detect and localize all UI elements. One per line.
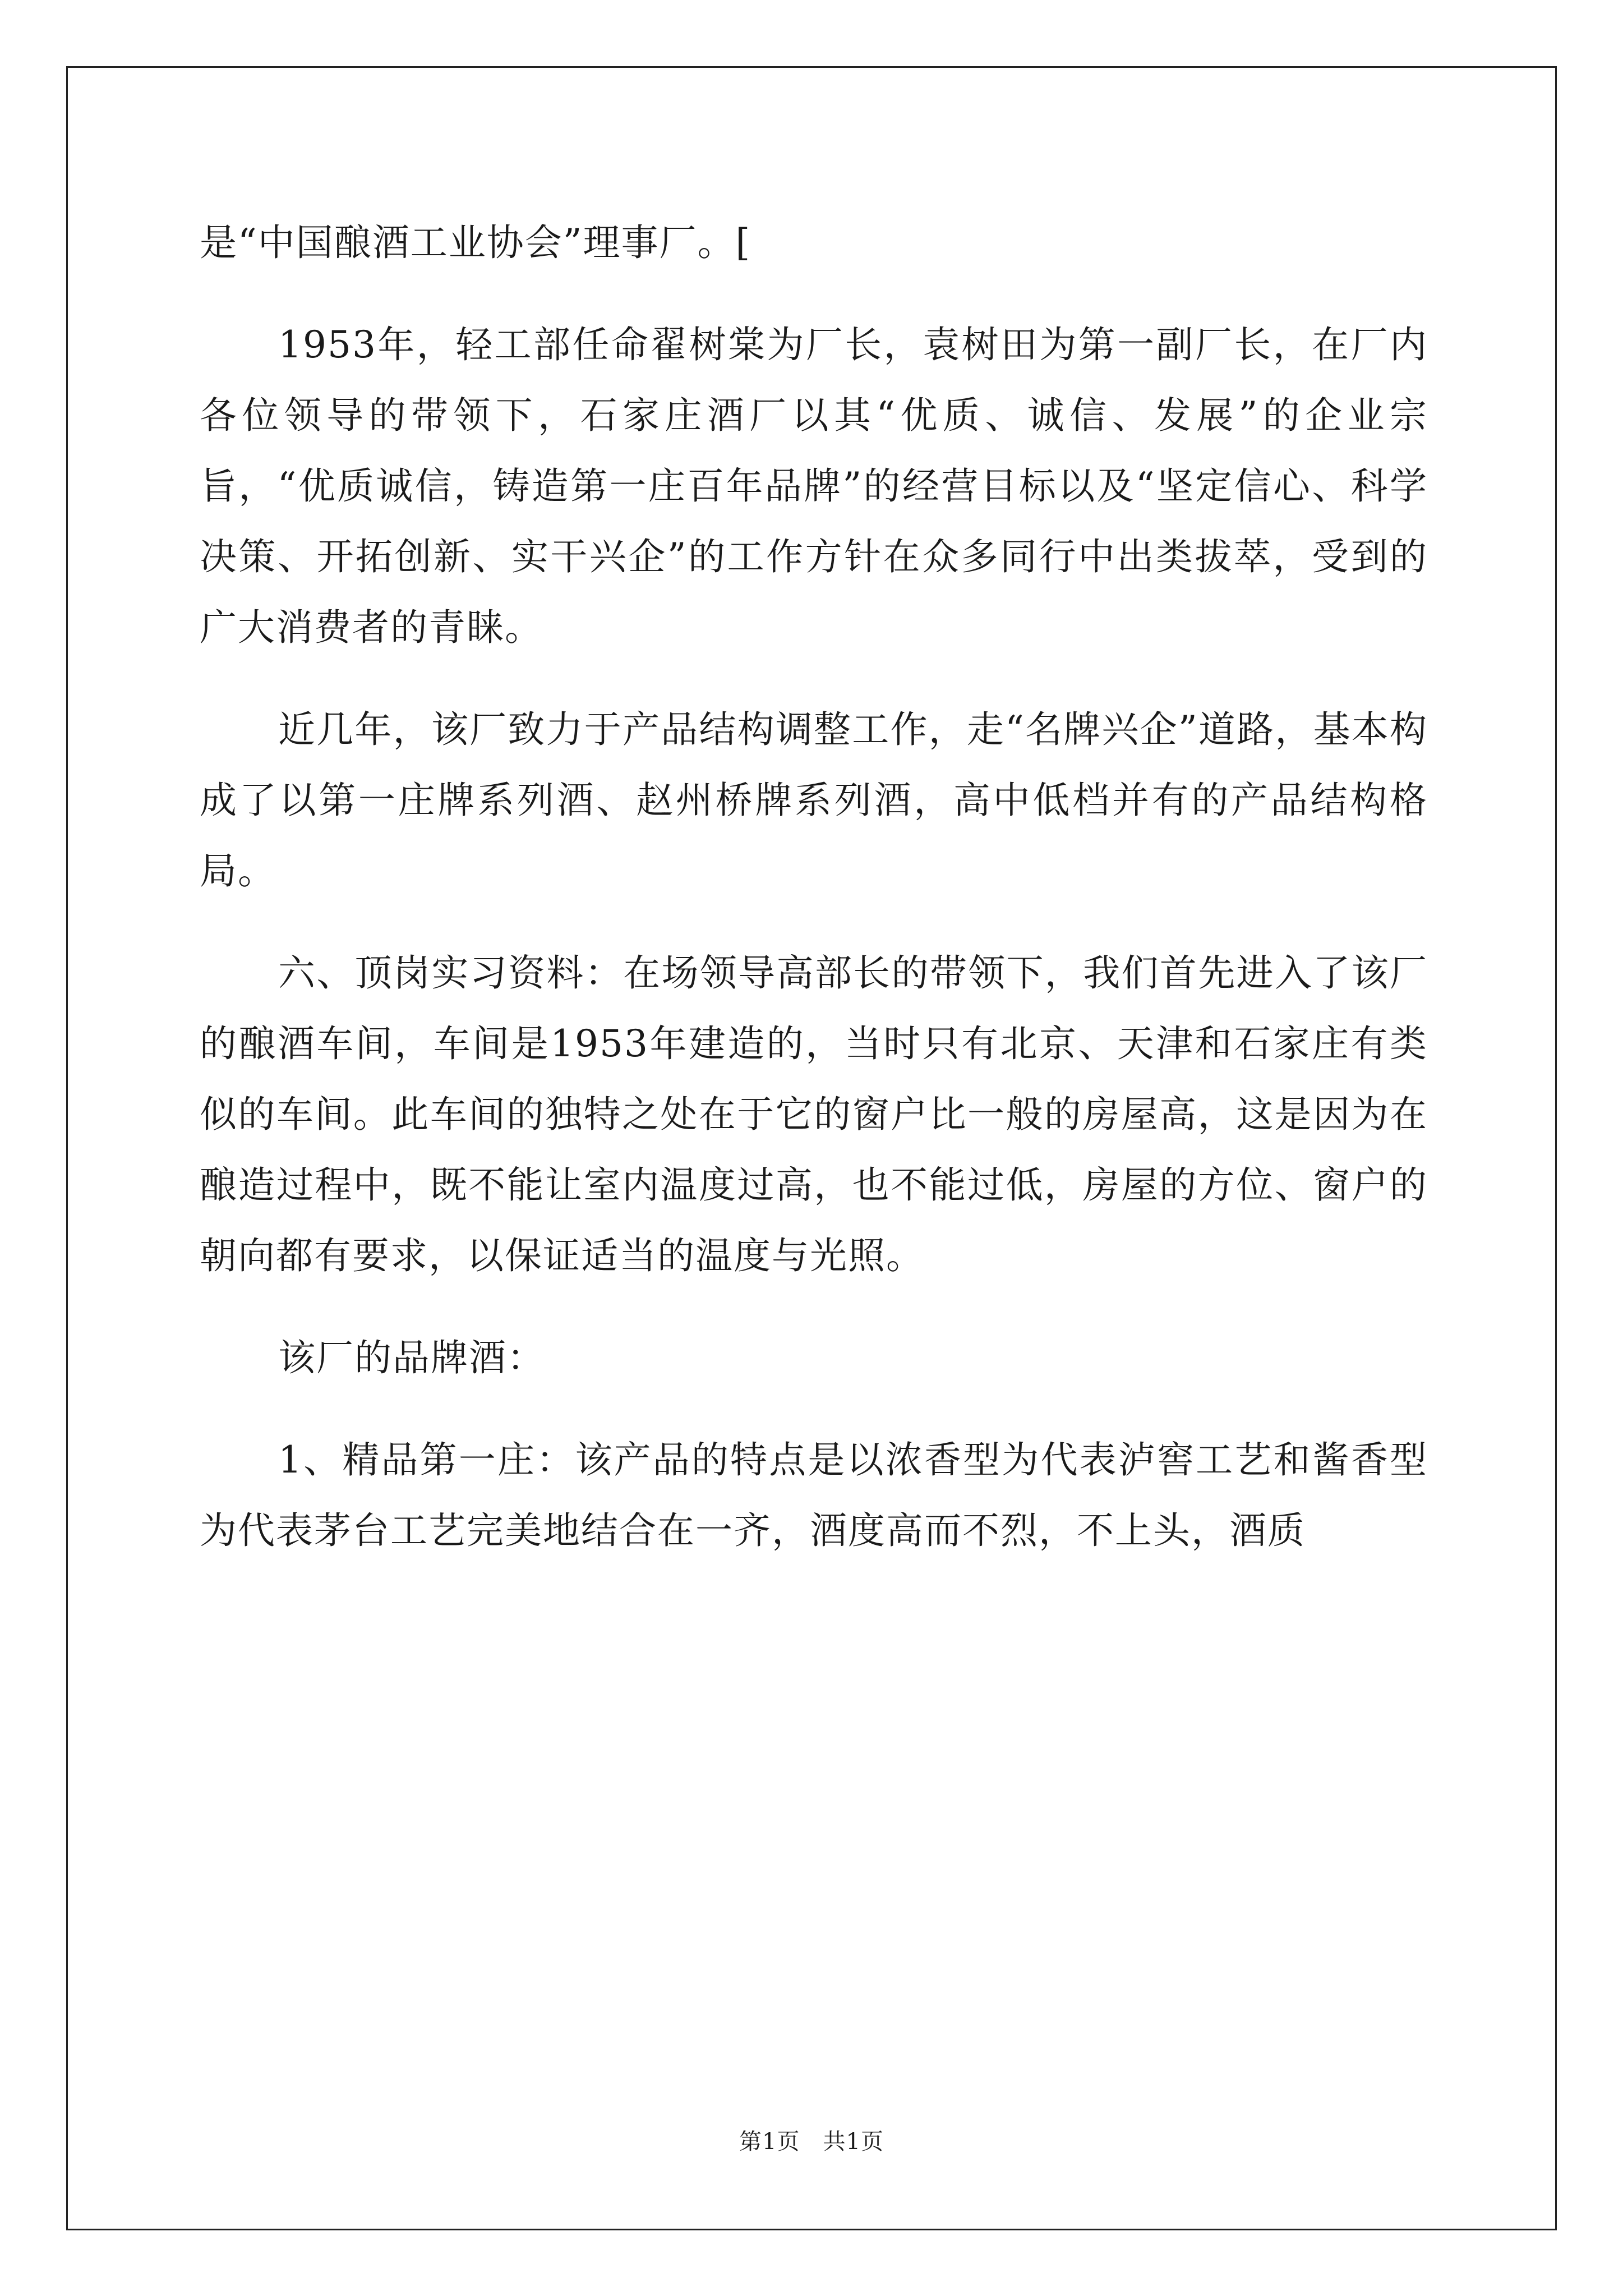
paragraph-product-structure: 近几年，该厂致力于产品结构调整工作，走“名牌兴企”道路，基本构成了以第一庄牌系列酒、赵州桥牌系列酒，高中低档并有的产品结构格局。 xyxy=(200,708,1428,892)
paragraph-history: 1953年，轻工部任命翟树棠为厂长，袁树田为第一副厂长，在厂内各位领导的带领下，石家庄酒厂以其“优质、诚信、发展”的企业宗旨，“优质诚信，铸造第一庄百年品牌”的经营目标以及“坚定信心、科学决策、开拓创新、实干兴企”的工作方针在众多同行中出类拔萃，受到的广大消费者的青睐。 xyxy=(200,323,1428,649)
paragraph-brands-heading: 该厂的品牌酒： xyxy=(278,1336,545,1379)
document-body xyxy=(200,208,1428,1598)
paragraph-continuation: 是“中国酿酒工业协会”理事厂。[ xyxy=(200,221,751,264)
paragraph-internship: 六、顶岗实习资料：在场领导高部长的带领下，我们首先进入了该厂的酿酒车间，车间是1953年建造的，当时只有北京、天津和石家庄有类似的车间。此车间的独特之处在于它的窗户比一般的房屋高，这是因为在酿造过程中，既不能让室内温度过高，也不能过低，房屋的方位、窗户的朝向都有要求，以保证适当的温度与光照。 xyxy=(200,951,1428,1277)
page-footer: 第1页 共1页 xyxy=(739,2129,884,2155)
paragraph-brand-item-1: 1、精品第一庄：该产品的特点是以浓香型为代表泸窖工艺和酱香型为代表茅台工艺完美地结合在一齐，酒度高而不烈，不上头，酒质 xyxy=(200,1438,1428,1552)
